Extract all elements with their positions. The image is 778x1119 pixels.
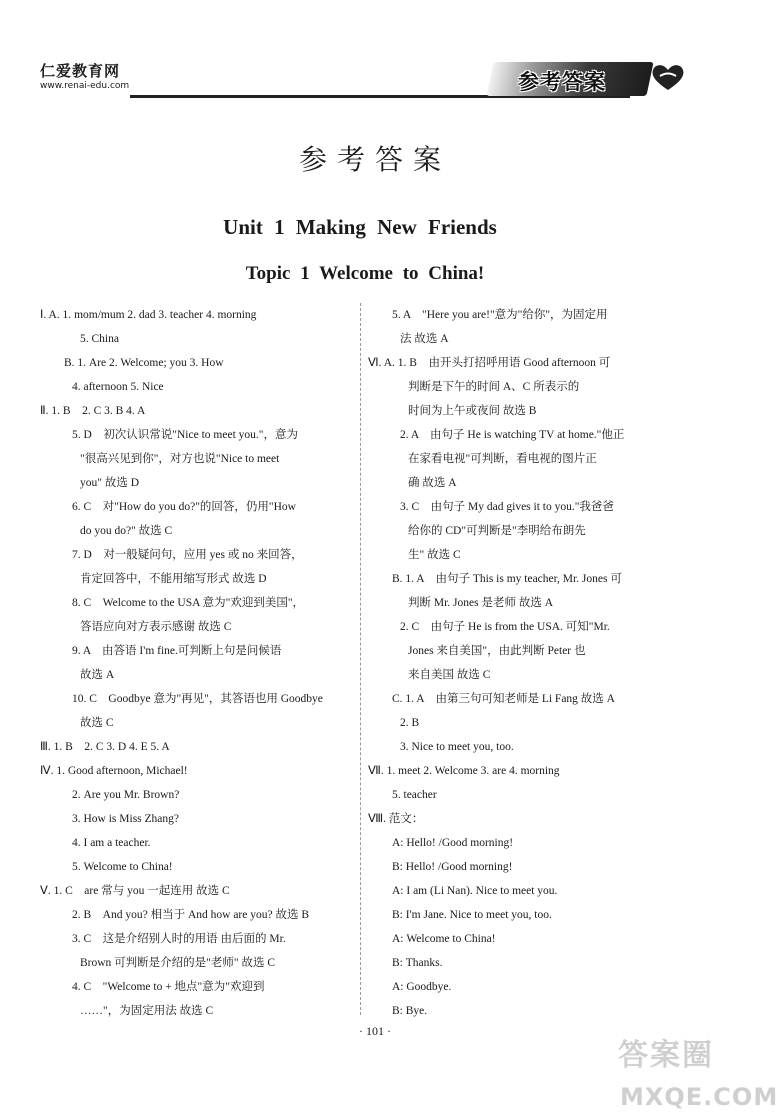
answer-text: 4. afternoon 5. Nice: [72, 381, 164, 393]
unit-title: Unit 1 Making New Friends: [223, 215, 497, 239]
answer-line: [40, 855, 350, 879]
answer-line: [40, 639, 350, 663]
answer-line: [40, 399, 350, 423]
answer-line: [40, 423, 350, 447]
answer-line: [40, 567, 350, 591]
answer-number: Ⅷ.: [368, 813, 389, 825]
answer-text: Welcome to China!: [406, 933, 496, 945]
answer-line: [40, 615, 350, 639]
answers-right-column: [368, 303, 673, 1023]
answer-number: 4.: [72, 837, 84, 849]
answer-number: 2. C: [400, 621, 431, 633]
answer-text: 判断 Mr. Jones 是老师 故选 A: [408, 597, 554, 609]
answer-number: A:: [392, 933, 407, 945]
answer-text: 由第三句可知老师是 Li Fang 故选 A: [435, 693, 615, 705]
answer-text: Jones 来自美国"，由此判断 Peter 也: [408, 645, 586, 657]
answer-number: 2. A: [400, 429, 431, 441]
answer-line: [40, 735, 350, 759]
answer-line: [368, 735, 673, 759]
answer-line: [368, 303, 673, 327]
answer-number: 4. C: [72, 981, 103, 993]
answer-line: [368, 999, 673, 1023]
answer-number: 9. A: [72, 645, 103, 657]
answer-line: [40, 351, 350, 375]
topic-title: Topic 1 Welcome to China!: [245, 263, 485, 284]
answer-number: B:: [392, 909, 406, 921]
answer-text: 由句子 He is from the USA. 可知"Mr.: [430, 621, 610, 633]
answer-number: A:: [392, 837, 407, 849]
answer-number: Ⅰ. A. 1.: [40, 309, 75, 321]
answer-line: [368, 927, 673, 951]
answer-number: B:: [392, 957, 406, 969]
answer-number: B. 1. A: [392, 573, 436, 585]
answer-line: [40, 543, 350, 567]
answer-number: 8. C: [72, 597, 103, 609]
answer-text: 肯定回答中，不能用缩写形式 故选 D: [80, 573, 267, 585]
answer-line: [368, 639, 673, 663]
answer-text: 5. China: [80, 333, 119, 345]
answer-text: 2. C 3. B 4. A: [82, 405, 146, 417]
heart-emblem-icon: [650, 62, 686, 92]
header-banner-text: 参考答案: [518, 69, 606, 94]
answer-line: [368, 591, 673, 615]
answer-line: [40, 591, 350, 615]
answer-text: I'm Jane. Nice to meet you, too.: [405, 909, 552, 921]
answer-line: [368, 879, 673, 903]
answer-text: "很高兴见到你"，对方也说"Nice to meet: [80, 453, 280, 465]
answer-text: 故选 C: [80, 717, 114, 729]
site-url: www.renai-edu.com: [40, 81, 130, 91]
answer-number: Ⅵ. A. 1. B: [368, 357, 429, 369]
answer-number: Ⅴ. 1. C: [40, 885, 85, 897]
answer-line: [40, 951, 350, 975]
answer-number: 5. D: [72, 429, 104, 441]
answer-line: [368, 855, 673, 879]
answer-line: [40, 447, 350, 471]
answer-line: [368, 687, 673, 711]
answer-line: [368, 903, 673, 927]
answer-line: [368, 543, 673, 567]
answer-line: [368, 807, 673, 831]
answer-text: 判断是下午的时间 A、C 所表示的: [408, 381, 580, 393]
answer-text: 法 故选 A: [400, 333, 449, 345]
answer-number: 3. C: [72, 933, 103, 945]
answer-line: [40, 663, 350, 687]
answer-text: 由句子 This is my teacher, Mr. Jones 可: [435, 573, 622, 585]
answer-text: [419, 711, 673, 735]
answer-text: 答语应向对方表示感谢 故选 C: [80, 621, 232, 633]
answer-text: are 常与 you 一起连用 故选 C: [84, 885, 230, 897]
answer-number: A:: [392, 981, 407, 993]
answer-number: Ⅶ. 1.: [368, 765, 399, 777]
column-divider: [360, 303, 361, 1015]
answer-line: [40, 471, 350, 495]
answer-number: 5.: [72, 861, 84, 873]
answer-text: 2. C 3. D 4. E 5. A: [84, 741, 170, 753]
answer-line: [368, 423, 673, 447]
answer-number: B. 1.: [64, 357, 89, 369]
answer-text: 范文：: [388, 813, 424, 825]
answer-text: 对"How do you do?"的回答，仍用"How: [102, 501, 296, 513]
answer-line: [368, 759, 673, 783]
answer-line: [40, 927, 350, 951]
answer-line: [368, 519, 673, 543]
answer-line: [368, 567, 673, 591]
answer-text: mom/mum 2. dad 3. teacher 4. morning: [74, 309, 257, 321]
answer-number: B:: [392, 861, 406, 873]
answer-text: Welcome to China!: [83, 861, 173, 873]
answer-number: Ⅳ. 1.: [40, 765, 68, 777]
answer-text: 由答语 I'm fine.可判断上句是问候语: [102, 645, 282, 657]
answer-number: B:: [392, 1005, 406, 1017]
answer-line: [40, 711, 350, 735]
answers-left-column: [40, 303, 350, 1023]
answer-text: Are you Mr. Brown?: [83, 789, 180, 801]
answer-line: [368, 327, 673, 351]
answer-line: [40, 375, 350, 399]
answer-text: Goodbye.: [406, 981, 452, 993]
answer-text: do you do?" 故选 C: [80, 525, 173, 537]
site-logo-name: 仁爱教育网: [40, 62, 121, 80]
answer-line: [40, 495, 350, 519]
answer-text: And you? 相当于 And how are you? 故选 B: [102, 909, 310, 921]
answer-text: Welcome to the USA 意为"欢迎到美国"，: [102, 597, 305, 609]
answer-text: How is Miss Zhang?: [83, 813, 180, 825]
answer-line: [368, 951, 673, 975]
answer-line: [368, 711, 673, 735]
answer-text: 由开头打招呼用语 Good afternoon 可: [428, 357, 611, 369]
answer-line: [368, 783, 673, 807]
answer-number: 6. C: [72, 501, 103, 513]
answer-line: [368, 975, 673, 999]
answer-text: Thanks.: [405, 957, 443, 969]
answer-line: [368, 375, 673, 399]
answer-number: A:: [392, 885, 407, 897]
answer-line: [40, 807, 350, 831]
answer-text: 在家看电视"可判断，看电视的图片正: [408, 453, 597, 465]
answer-number: 3. C: [400, 501, 431, 513]
answer-line: [368, 351, 673, 375]
watermark-url: MXQE.COM: [620, 1083, 778, 1111]
answer-text: you" 故选 D: [80, 477, 139, 489]
answer-text: Brown 可判断是介绍的是"老师" 故选 C: [80, 957, 275, 969]
answer-line: [40, 303, 350, 327]
answer-number: 7. D: [72, 549, 104, 561]
watermark-logo: 答案圈: [618, 1038, 714, 1073]
answer-number: 5. A: [392, 309, 423, 321]
answer-text: Hello! /Good morning!: [406, 837, 514, 849]
page-number: · 101 ·: [359, 1024, 391, 1038]
answer-number: C. 1. A: [392, 693, 436, 705]
answer-text: ……"，为固定用法 故选 C: [80, 1005, 214, 1017]
answer-text: 给你的 CD"可判断是"李明给布朗先: [408, 525, 586, 537]
answer-text: 初次认识常说"Nice to meet you."，意为: [103, 429, 298, 441]
answer-line: [368, 663, 673, 687]
answer-text: Good afternoon, Michael!: [67, 765, 188, 777]
answer-line: [40, 327, 350, 351]
answer-text: "Here you are!"意为"给你"，为固定用: [422, 309, 608, 321]
answer-number: 3.: [400, 741, 412, 753]
answer-text: Goodbye 意为"再见"，其答语也用 Goodbye: [108, 693, 323, 705]
page-title: 参考答案: [298, 143, 451, 176]
answer-number: Ⅱ. 1. B: [40, 405, 83, 417]
answer-line: [40, 783, 350, 807]
answer-text: 这是介绍别人时的用语 由后面的 Mr.: [102, 933, 286, 945]
answer-number: Ⅲ. 1. B: [40, 741, 85, 753]
answer-line: [40, 759, 350, 783]
answer-line: [40, 975, 350, 999]
answer-number: 2. B: [400, 717, 420, 729]
answer-text: I am a teacher.: [83, 837, 151, 849]
answer-text: teacher: [403, 789, 437, 801]
answer-text: Nice to meet you, too.: [411, 741, 514, 753]
answer-text: 时间为上午或夜间 故选 B: [408, 405, 537, 417]
answer-line: [368, 495, 673, 519]
answer-text: I am (Li Nan). Nice to meet you.: [406, 885, 558, 897]
answer-number: 10. C: [72, 693, 109, 705]
answer-line: [40, 687, 350, 711]
answer-text: Are 2. Welcome; you 3. How: [88, 357, 224, 369]
answer-line: [368, 471, 673, 495]
answer-text: 对一般疑问句，应用 yes 或 no 来回答，: [103, 549, 303, 561]
answer-line: [40, 879, 350, 903]
answer-text: 确 故选 A: [408, 477, 457, 489]
answer-text: 故选 A: [80, 669, 115, 681]
answer-line: [40, 831, 350, 855]
answer-text: 来自美国 故选 C: [408, 669, 491, 681]
answer-line: [368, 447, 673, 471]
answer-number: 3.: [72, 813, 84, 825]
answer-line: [40, 999, 350, 1023]
answer-number: 5.: [392, 789, 404, 801]
answer-text: Bye.: [405, 1005, 428, 1017]
answer-line: [368, 615, 673, 639]
answer-text: 由句子 My dad gives it to you."我爸爸: [430, 501, 614, 513]
answer-text: 由句子 He is watching TV at home."他正: [430, 429, 625, 441]
answer-text: 生" 故选 C: [408, 549, 461, 561]
answer-number: 2. B: [72, 909, 103, 921]
answer-text: "Welcome to + 地点"意为"欢迎到: [102, 981, 265, 993]
answer-line: [40, 903, 350, 927]
answer-line: [368, 399, 673, 423]
answer-line: [40, 519, 350, 543]
answer-text: meet 2. Welcome 3. are 4. morning: [398, 765, 560, 777]
answer-line: [368, 831, 673, 855]
answer-number: 2.: [72, 789, 84, 801]
answer-text: Hello! /Good morning!: [405, 861, 513, 873]
